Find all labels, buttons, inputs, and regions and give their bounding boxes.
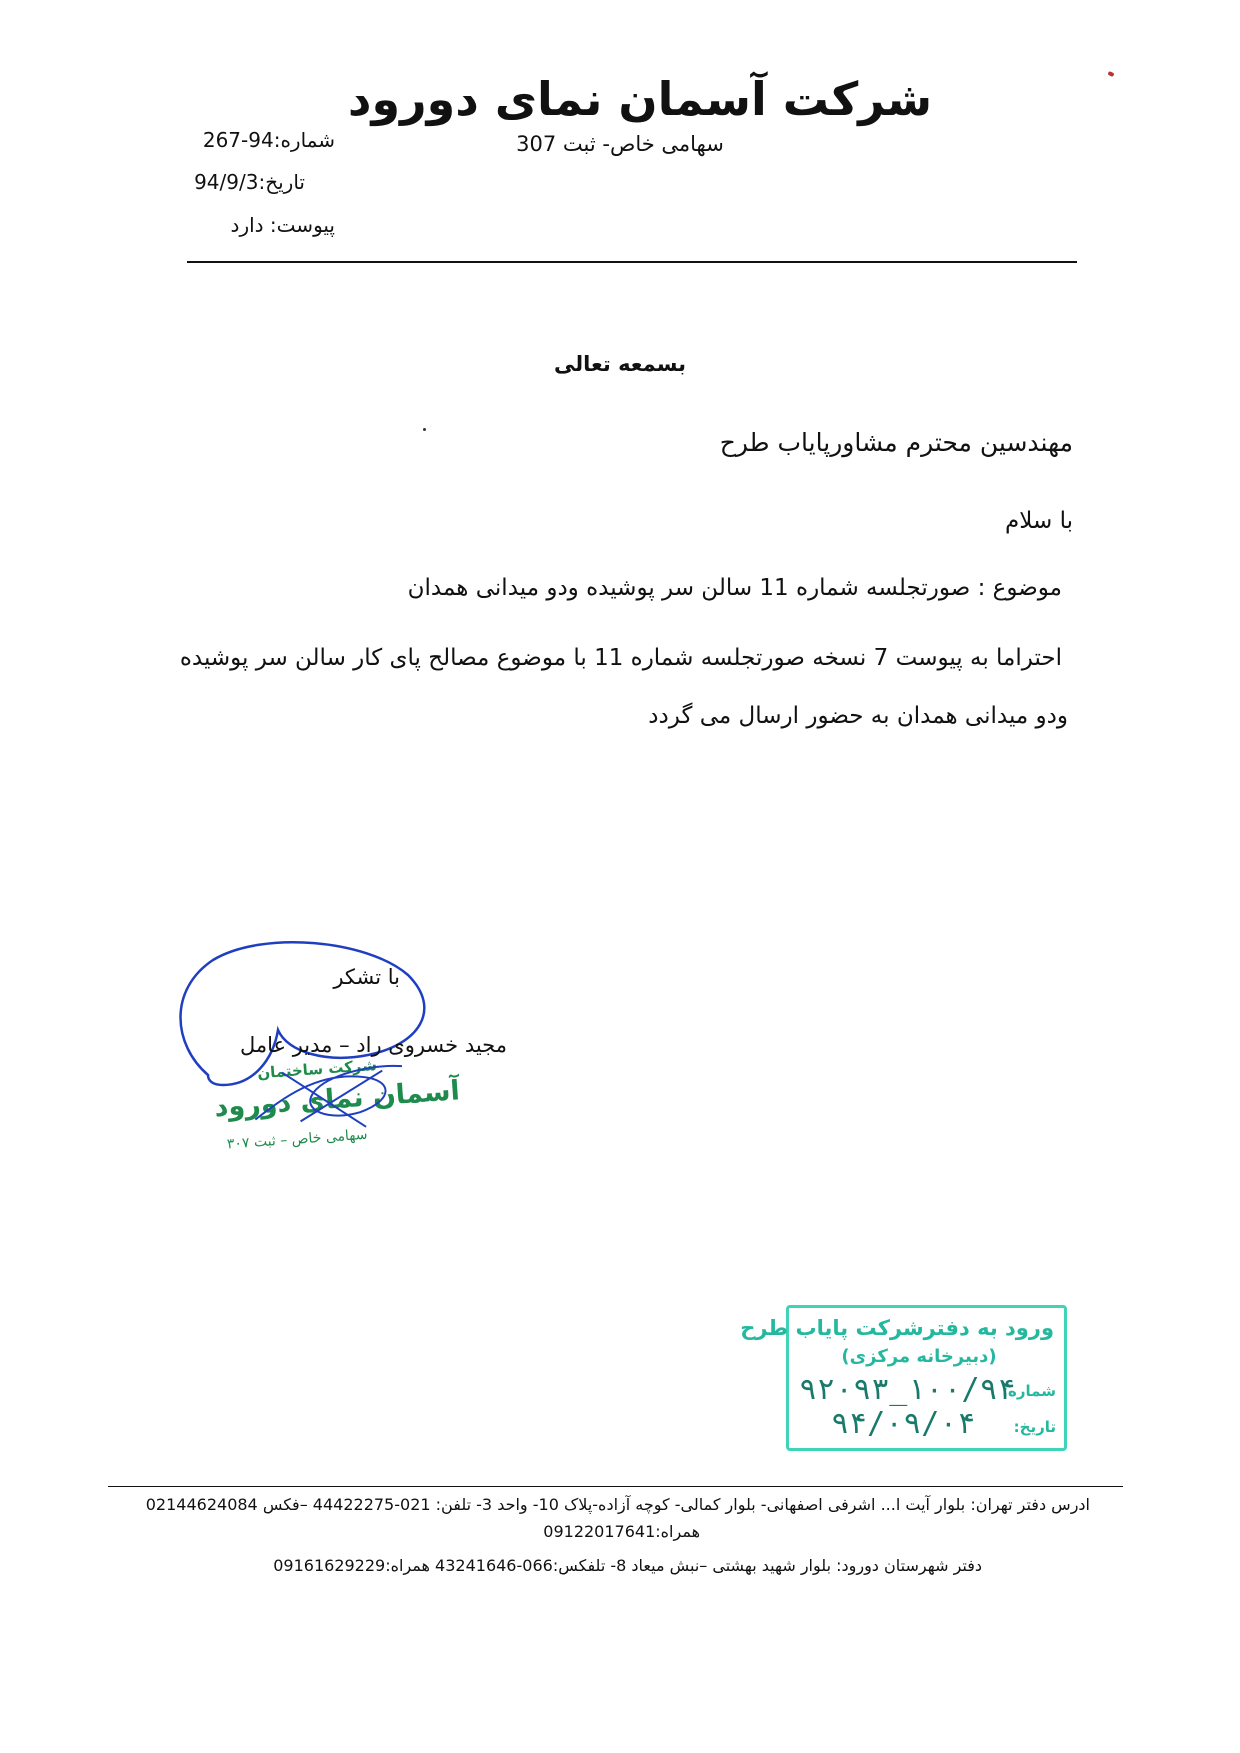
company-subtitle: سهامی خاص- ثبت 307 bbox=[516, 132, 724, 156]
entry-stamp-subtitle: (دبیرخانه مرکزی) bbox=[841, 1346, 997, 1367]
entry-stamp bbox=[740, 1305, 1067, 1451]
footer-divider bbox=[108, 1486, 1123, 1487]
scan-speck bbox=[1107, 71, 1114, 77]
subject-line: موضوع : صورتجلسه شماره 11 سالن سر پوشیده ودو میدانی همدان bbox=[407, 575, 1062, 601]
footer-tehran-mobile: همراه:09122017641 bbox=[543, 1522, 700, 1541]
signatory-name: مجید خسروی راد – مدیر عامل bbox=[239, 1033, 507, 1057]
entry-stamp-date: ۹۴/۰۹/۰۴ bbox=[831, 1406, 976, 1441]
company-seal bbox=[212, 1053, 461, 1172]
letter-number-value: 94-267 bbox=[202, 128, 274, 152]
greeting: با سلام bbox=[1005, 508, 1073, 534]
seal-sub-text: سهامی خاص – ثبت ۳۰۷ bbox=[226, 1126, 368, 1153]
letter-attachment: پیوست: دارد bbox=[230, 213, 335, 237]
seal-top-text: شرکت ساختمان bbox=[256, 1055, 378, 1083]
entry-stamp-number: ۹۲۰۹۳_۱۰۰/۹۴ bbox=[799, 1372, 1016, 1407]
footer-dorud-address: دفتر شهرستان دورود: بلوار شهید بهشتی –نبش میعاد 8- تلفکس:066-43241646 همراه:09161629229 bbox=[273, 1556, 982, 1575]
letter-date-label: تاریخ: bbox=[258, 170, 305, 194]
seal-name-text: آسمان نمای دورود bbox=[213, 1075, 461, 1124]
body-paragraph-line-1: احتراما به پیوست 7 نسخه صورتجلسه شماره 11 با موضوع مصالح پای کار سالن سر پوشیده bbox=[179, 645, 1062, 671]
entry-stamp-title: ورود به دفترشرکت پایاب طرح bbox=[740, 1316, 1054, 1340]
seal-signature-scribble bbox=[242, 1054, 417, 1146]
letter-date-value: 94/9/3 bbox=[194, 170, 259, 194]
letter-date bbox=[185, 170, 305, 194]
scan-dot bbox=[423, 428, 426, 431]
recipient: مهندسین محترم مشاورپایاب طرح bbox=[719, 428, 1073, 457]
company-name: شرکت آسمان نمای دورود bbox=[347, 72, 933, 126]
entry-stamp-number-label: شماره: bbox=[1002, 1382, 1056, 1400]
letter-number-label: شماره: bbox=[273, 128, 335, 152]
signature-thanks: با تشکر bbox=[333, 965, 400, 989]
entry-stamp-date-label: تاریخ: bbox=[1013, 1418, 1056, 1436]
invocation: بسمعه تعالی bbox=[554, 352, 686, 376]
body-paragraph-line-2: ودو میدانی همدان به حضور ارسال می گردد bbox=[648, 703, 1068, 729]
footer-tehran-address: ادرس دفتر تهران: بلوار آیت ا... اشرفی اصفهانی- بلوار کمالی- کوچه آزاده-پلاک 10- واحد 3- تلفن: 021-44422275 –فکس 02144624084 bbox=[145, 1495, 1090, 1514]
letter-number bbox=[185, 128, 335, 152]
header-divider bbox=[187, 261, 1077, 263]
